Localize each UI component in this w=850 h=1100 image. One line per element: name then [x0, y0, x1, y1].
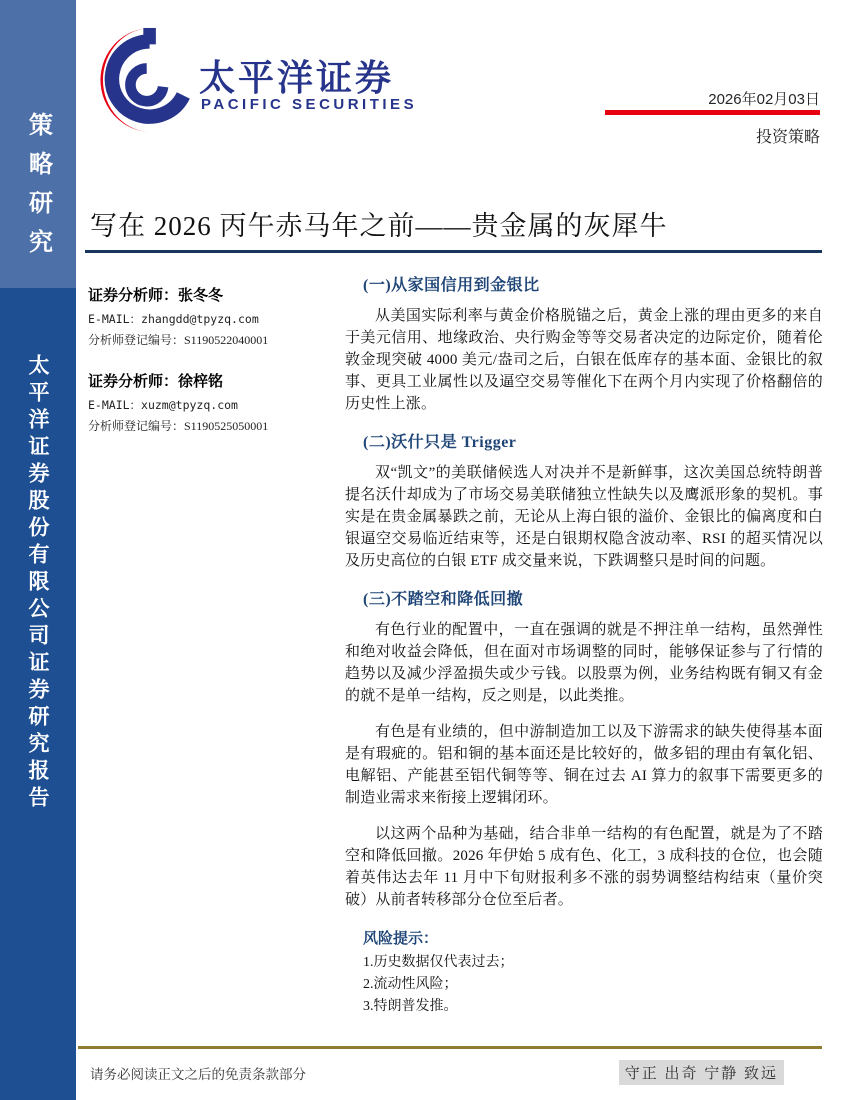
- sidebar-category-label: 策略研究: [24, 112, 51, 268]
- section-2-paragraph: 双“凯文”的美联储候选人对决并不是新鲜事，这次美国总统特朗普提名沃什却成为了市场交易美联储独立性缺失以及鹰派形象的契机。事实是在贵金属暴跌之前，无论从上海白银的溢价、金银比的偏离度和白银逼空交易临近结束等，还是白银期权隐含波动率、RSI 的超买情况以及历史高位的白银 ETF 成交量来说，下跌调整只是时间的问题。: [345, 465, 823, 569]
- analyst-email: E-MAIL：xuzm@tpyzq.com: [88, 398, 238, 412]
- sidebar-company-band: [0, 288, 76, 1100]
- report-category: 投资策略: [755, 129, 820, 146]
- brand-name-cn: 太平洋证券: [199, 57, 395, 98]
- risk-item: 1.历史数据仅代表过去；: [363, 955, 514, 970]
- section-3-paragraph: 有色是有业绩的，但中游制造加工以及下游需求的缺失使得基本面是有瑕疵的。铝和铜的基本面还是比较好的，做多铝的理由有氧化铝、电解铝、产能甚至铝代铜等等、铜在过去 AI 算力的叙事下需要更多的制造业需求来衔接上逻辑闭环。: [345, 724, 823, 806]
- title-divider-rule: [85, 250, 822, 253]
- footer-disclaimer: 请务必阅读正文之后的免责条款部分: [90, 1067, 306, 1082]
- brand-header: [86, 24, 416, 139]
- analyst-block: [88, 370, 338, 434]
- section-3-paragraph: 有色行业的配置中，一直在强调的就是不押注单一结构，虽然弹性和绝对收益会降低，但在面对市场调整的同时，能够保证参与了行情的趋势以及减少浮盈损失或少亏钱。以股票为例，业务结构既有铜又有金的就不是单一结构，反之则是，以此类推。: [345, 622, 823, 704]
- analyst-name: 证券分析师：徐梓铭: [88, 374, 224, 390]
- footer-divider-rule: [78, 1046, 822, 1049]
- brand-name-en: PACIFIC SECURITIES: [201, 96, 418, 113]
- pacific-securities-logo-icon: [86, 24, 192, 136]
- risk-item: 3.特朗普发推。: [363, 999, 458, 1014]
- analyst-email: E-MAIL：zhangdd@tpyzq.com: [88, 312, 259, 326]
- risk-heading: 风险提示：: [363, 931, 439, 947]
- analyst-reg-no: 分析师登记编号：S1190522040001: [88, 333, 269, 347]
- analyst-info-panel: [88, 284, 338, 456]
- analyst-name: 证券分析师：张冬冬: [88, 288, 224, 304]
- risk-item: 2.流动性风险；: [363, 977, 458, 992]
- section-1-paragraph: 从美国实际利率与黄金价格脱锚之后，黄金上涨的理由更多的来自于美元信用、地缘政治、央行购金等等交易者决定的边际定价，随着伦敦金现突破 4000 美元/盎司之后，白银在低库存的基本面、金银比的叙事、更具工业属性以及逼空交易等催化下在两个月内实现了价格翻倍的历史性上涨。: [345, 308, 823, 412]
- section-heading-3: (三)不踏空和降低回撤: [363, 591, 524, 608]
- page-title: 写在 2026 丙午赤马年之前——贵金属的灰犀牛: [90, 211, 668, 241]
- report-body: [345, 258, 823, 1018]
- sidebar-company-label: 太平洋证券股份有限公司证券研究报告: [26, 354, 50, 813]
- section-heading-1: (一)从家国信用到金银比: [363, 277, 540, 294]
- analyst-reg-no: 分析师登记编号：S1190525050001: [88, 419, 269, 433]
- section-3-paragraph: 以这两个品种为基础，结合非单一结构的有色配置，就是为了不踏空和降低回撤。2026 年伊始 5 成有色、化工，3 成科技的仓位，也会随着英伟达去年 11 月中下旬财报利多不涨的弱势调整结构结束（量价突破）从前者转移部分仓位至后者。: [345, 826, 823, 908]
- footer-motto: 守正 出奇 宁静 致远: [619, 1060, 784, 1085]
- section-heading-2: (二)沃什只是 Trigger: [363, 434, 517, 451]
- date-divider-rule: [605, 110, 820, 115]
- report-date: 2026年02月03日: [708, 91, 820, 108]
- analyst-block: [88, 284, 338, 348]
- sidebar-category-band: [0, 0, 76, 288]
